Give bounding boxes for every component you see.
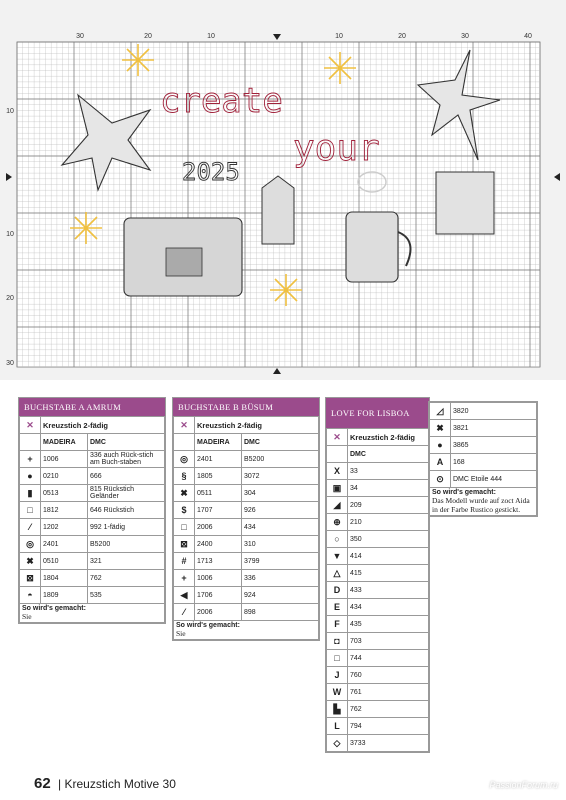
legend-lisboa: [325, 397, 430, 753]
legend-lisboa-cont: [428, 401, 538, 517]
madeira-value: 1706: [195, 587, 242, 604]
dmc-value: 209: [348, 497, 429, 514]
symbol-icon: +: [20, 451, 41, 468]
dmc-value: B5200: [88, 536, 165, 553]
dmc-value: 210: [348, 514, 429, 531]
dmc-value: 535: [88, 587, 165, 604]
legend-row: [327, 531, 429, 548]
top-tick-label: 30: [461, 33, 469, 40]
legend-row: [327, 684, 429, 701]
dmc-value: 321: [88, 553, 165, 570]
left-tick-label: 20: [6, 295, 14, 302]
stitch-type: Kreuzstich 2-fädig: [195, 417, 319, 434]
madeira-value: 0513: [41, 485, 88, 502]
dmc-value: 992 1-fädig: [88, 519, 165, 536]
madeira-value: 2400: [195, 536, 242, 553]
symbol-icon: □: [327, 650, 348, 667]
symbol-icon: X: [327, 463, 348, 480]
madeira-value: 0210: [41, 468, 88, 485]
legend-row: [327, 735, 429, 752]
dmc-value: 666: [88, 468, 165, 485]
madeira-value: 1812: [41, 502, 88, 519]
symbol-icon: □: [174, 519, 195, 536]
symbol-icon: ⊙: [430, 471, 451, 488]
dmc-value: 336: [242, 570, 319, 587]
madeira-value: 2401: [41, 536, 88, 553]
word-your: your: [293, 128, 380, 169]
legend-row: [327, 650, 429, 667]
legend-row: [174, 570, 319, 587]
cross-stitch-chart: [0, 0, 566, 380]
note: So wird's gemacht: Sie: [174, 621, 319, 640]
dmc-value: 3865: [451, 437, 537, 454]
madeira-value: 2006: [195, 604, 242, 621]
legend-amrum: [18, 397, 166, 624]
bottom-center-arrow: [273, 368, 281, 374]
top-tick-label: 30: [76, 33, 84, 40]
symbol-icon: ▙: [327, 701, 348, 718]
symbol-icon: E: [327, 599, 348, 616]
legend-row: [20, 451, 165, 468]
symbol-icon: ◓: [20, 587, 41, 604]
symbol-icon: W: [327, 684, 348, 701]
top-tick-label: 10: [335, 33, 343, 40]
legend-row: [327, 599, 429, 616]
motif-box-window: [166, 248, 202, 276]
symbol-icon: ⊠: [20, 570, 41, 587]
legend-row: [174, 451, 319, 468]
legend-row: [20, 536, 165, 553]
dmc-value: 794: [348, 718, 429, 735]
legend-row: [327, 667, 429, 684]
page-number: 62: [34, 775, 51, 792]
madeira-value: 2006: [195, 519, 242, 536]
legend-row: [430, 420, 537, 437]
legend-row: [327, 701, 429, 718]
legend-buesum: [172, 397, 320, 641]
dmc-value: 33: [348, 463, 429, 480]
legend-row: [327, 514, 429, 531]
dmc-value: 760: [348, 667, 429, 684]
legend-row: [327, 616, 429, 633]
dmc-value: 350: [348, 531, 429, 548]
symbol-icon: D: [327, 582, 348, 599]
col-madeira: MADEIRA: [41, 434, 88, 451]
legend-row: [430, 471, 537, 488]
legend-row: [327, 633, 429, 650]
symbol-icon: ◎: [20, 536, 41, 553]
symbol-icon: □: [20, 502, 41, 519]
symbol-icon: ◎: [174, 451, 195, 468]
symbol-icon: ⊕: [327, 514, 348, 531]
motif-mug: [346, 212, 398, 282]
symbol-icon: $: [174, 502, 195, 519]
motif-house: [262, 176, 294, 244]
col-dmc: DMC: [88, 434, 165, 451]
legend-row: [174, 468, 319, 485]
symbol-icon: ✖: [174, 485, 195, 502]
madeira-value: 1006: [41, 451, 88, 468]
dmc-value: 762: [88, 570, 165, 587]
symbol-icon: ⁄: [174, 604, 195, 621]
symbol-icon: ○: [327, 531, 348, 548]
dmc-value: 435: [348, 616, 429, 633]
cross-icon: ✕: [327, 429, 348, 446]
dmc-value: 646 Rückstich: [88, 502, 165, 519]
symbol-icon: §: [174, 468, 195, 485]
symbol-icon: ✖: [20, 553, 41, 570]
symbol-icon: ▼: [327, 548, 348, 565]
dmc-value: 434: [242, 519, 319, 536]
symbol-icon: ⁄: [20, 519, 41, 536]
note: So wird's gemacht: Das Modell wurde auf zoct Aida in der Farbe Rustico gestickt.: [430, 488, 537, 516]
legend-row: [174, 485, 319, 502]
dmc-value: 336 auch Rück-stich am Buch-staben: [88, 451, 165, 468]
dmc-value: 815 Rückstich Geländer: [88, 485, 165, 502]
legend-row: [327, 718, 429, 735]
legend-row: [174, 604, 319, 621]
page-footer: [34, 775, 176, 792]
stitch-type: Kreuzstich 2-fädig: [348, 429, 429, 446]
dmc-value: 168: [451, 454, 537, 471]
symbol-icon: A: [430, 454, 451, 471]
top-tick-label: 20: [398, 33, 406, 40]
dmc-value: 762: [348, 701, 429, 718]
symbol-icon: ▣: [327, 480, 348, 497]
word-create: create: [160, 81, 283, 121]
legend-title: BUCHSTABE A AMRUM: [19, 398, 165, 416]
symbol-icon: ◇: [327, 735, 348, 752]
legend-row: [174, 536, 319, 553]
legend-row: [430, 454, 537, 471]
dmc-value: 3821: [451, 420, 537, 437]
symbol-icon: ◢: [327, 497, 348, 514]
dmc-value: 703: [348, 633, 429, 650]
legend-row: [327, 480, 429, 497]
legend-row: [174, 587, 319, 604]
col-dmc: DMC: [348, 446, 429, 463]
legend-row: [327, 497, 429, 514]
note: So wird's gemacht: Sie: [20, 604, 165, 623]
madeira-value: 1202: [41, 519, 88, 536]
legend-title: LOVE FOR LISBOA: [326, 398, 429, 428]
dmc-value: 310: [242, 536, 319, 553]
legend-row: [174, 553, 319, 570]
symbol-icon: ◘: [327, 633, 348, 650]
dmc-value: 34: [348, 480, 429, 497]
symbol-icon: J: [327, 667, 348, 684]
left-tick-label: 10: [6, 108, 14, 115]
dmc-value: 434: [348, 599, 429, 616]
legend-row: [20, 502, 165, 519]
legend-row: [20, 570, 165, 587]
legend-row: [327, 463, 429, 480]
symbol-icon: ✖: [430, 420, 451, 437]
col-madeira: MADEIRA: [195, 434, 242, 451]
madeira-value: 1713: [195, 553, 242, 570]
top-tick-label: 10: [207, 33, 215, 40]
dmc-value: 414: [348, 548, 429, 565]
top-tick-label: 20: [144, 33, 152, 40]
dmc-value: 924: [242, 587, 319, 604]
dmc-value: B5200: [242, 451, 319, 468]
madeira-value: 1809: [41, 587, 88, 604]
legend-row: [327, 565, 429, 582]
left-center-arrow: [6, 173, 12, 181]
dmc-value: 898: [242, 604, 319, 621]
madeira-value: 1006: [195, 570, 242, 587]
dmc-value: 433: [348, 582, 429, 599]
dmc-value: DMC Etoile 444: [451, 471, 537, 488]
symbol-icon: #: [174, 553, 195, 570]
chart-grid: [0, 0, 566, 380]
motif-tiles: [436, 172, 494, 234]
dmc-value: 3072: [242, 468, 319, 485]
legend-title: BUCHSTABE B BÜSUM: [173, 398, 319, 416]
symbol-icon: ⊠: [174, 536, 195, 553]
cross-icon: ✕: [20, 417, 41, 434]
right-center-arrow: [554, 173, 560, 181]
dmc-value: 744: [348, 650, 429, 667]
legend-row: [20, 485, 165, 502]
top-tick-label: 40: [524, 33, 532, 40]
madeira-value: 0511: [195, 485, 242, 502]
madeira-value: 1804: [41, 570, 88, 587]
legend-row: [174, 519, 319, 536]
madeira-value: 1805: [195, 468, 242, 485]
cross-icon: ✕: [174, 417, 195, 434]
dmc-value: 304: [242, 485, 319, 502]
legend-row: [20, 468, 165, 485]
legend-row: [20, 587, 165, 604]
symbol-icon: F: [327, 616, 348, 633]
dmc-value: 926: [242, 502, 319, 519]
stitch-type: Kreuzstich 2-fädig: [41, 417, 165, 434]
left-tick-label: 10: [6, 231, 14, 238]
dmc-value: 3733: [348, 735, 429, 752]
symbol-icon: ◀: [174, 587, 195, 604]
madeira-value: 0510: [41, 553, 88, 570]
col-dmc: DMC: [242, 434, 319, 451]
legend-row: [430, 437, 537, 454]
legend-row: [20, 553, 165, 570]
dmc-value: 3820: [451, 403, 537, 420]
dmc-value: 761: [348, 684, 429, 701]
madeira-value: 2401: [195, 451, 242, 468]
legend-row: [20, 519, 165, 536]
watermark: PassionForum.ru: [489, 780, 558, 790]
magazine-title: Kreuzstich Motive 30: [64, 777, 176, 791]
dmc-value: 3799: [242, 553, 319, 570]
madeira-value: 1707: [195, 502, 242, 519]
symbol-icon: ▮: [20, 485, 41, 502]
legend-row: [327, 548, 429, 565]
left-tick-label: 30: [6, 360, 14, 367]
legend-row: [174, 502, 319, 519]
top-center-arrow: [273, 34, 281, 40]
year-label: 2025: [182, 158, 240, 186]
symbol-icon: △: [327, 565, 348, 582]
legend-row: [430, 403, 537, 420]
legend-row: [327, 582, 429, 599]
dmc-value: 415: [348, 565, 429, 582]
symbol-icon: ◿: [430, 403, 451, 420]
symbol-icon: +: [174, 570, 195, 587]
symbol-icon: L: [327, 718, 348, 735]
footer-separator: |: [58, 777, 62, 791]
symbol-icon: ●: [20, 468, 41, 485]
symbol-icon: ●: [430, 437, 451, 454]
